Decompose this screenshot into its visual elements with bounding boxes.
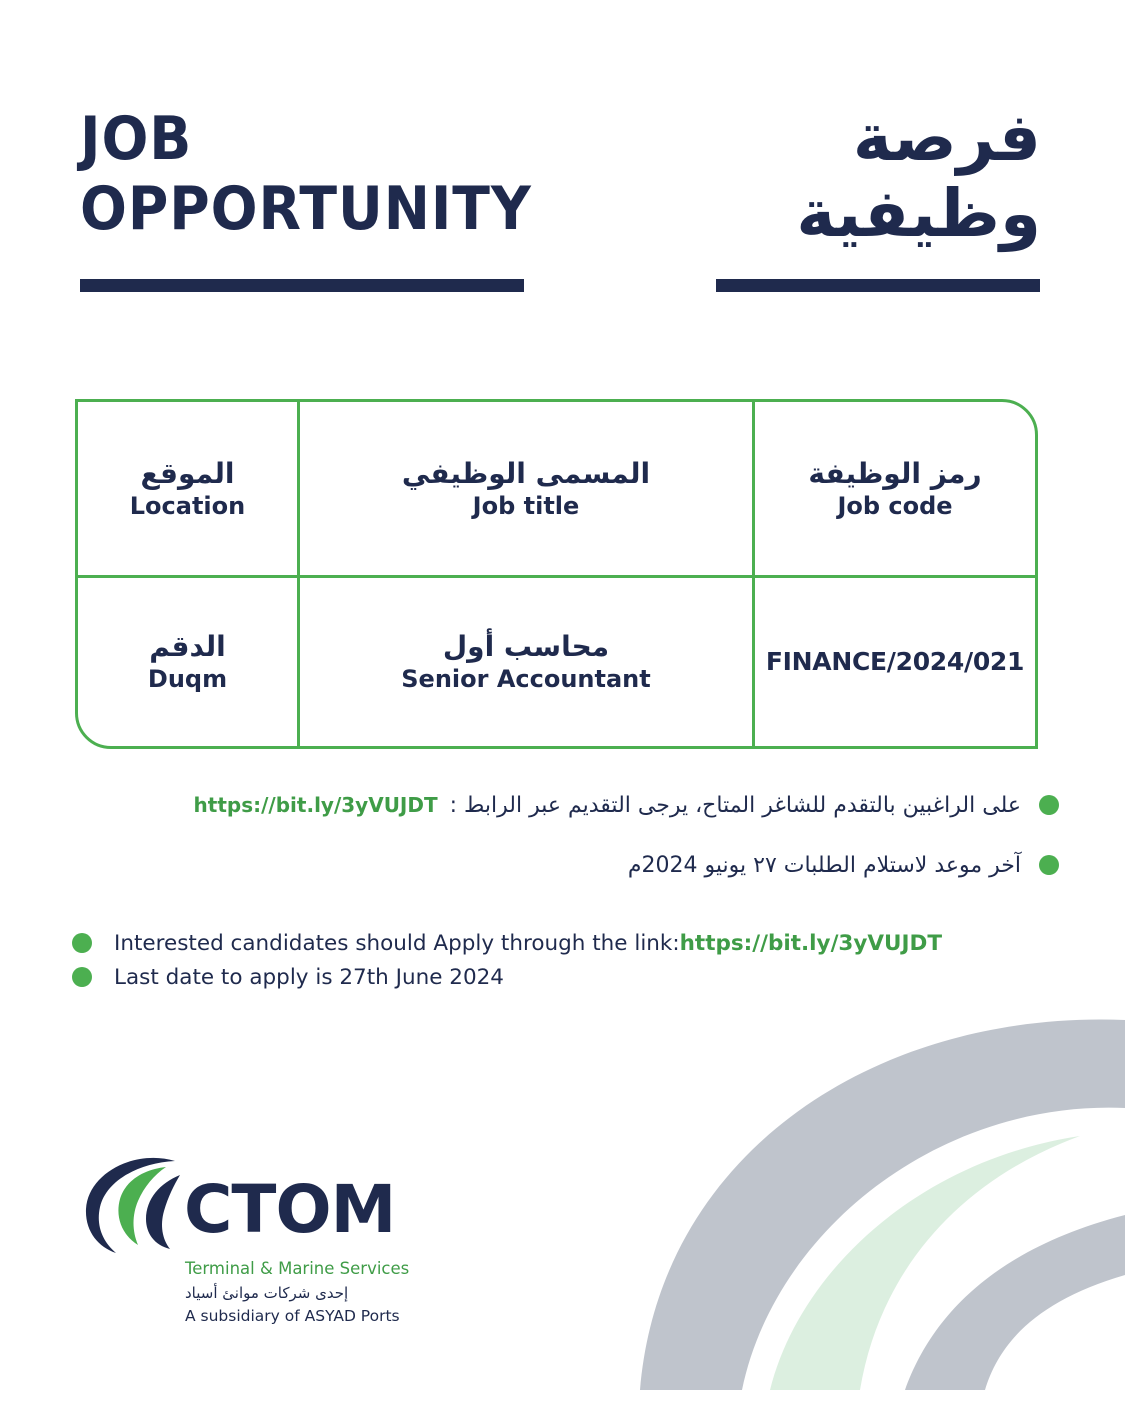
value-location xyxy=(78,578,297,746)
arabic-bullet-apply xyxy=(59,785,1059,825)
job-title-value-ar: محاسب أول xyxy=(442,630,610,663)
location-label-en: Location xyxy=(129,491,246,520)
title-en xyxy=(80,104,532,244)
logo-tagline: A subsidiary of ASYAD Ports xyxy=(185,1307,400,1325)
logo-swoosh-icon xyxy=(80,1145,190,1255)
arabic-bullets xyxy=(59,785,1059,905)
value-job-code xyxy=(755,578,1035,746)
job-details-table xyxy=(75,399,1038,749)
arabic-deadline-text: آخر موعد لاستلام الطلبات ٢٧ يونيو 2024م xyxy=(627,852,1021,878)
title-ar-line1: فرصة xyxy=(852,99,1041,176)
job-code-label-ar: رمز الوظيفة xyxy=(808,456,982,490)
location-label-ar: الموقع xyxy=(140,456,235,490)
grey-arc xyxy=(640,1019,1125,1390)
job-title-label-ar: المسمى الوظيفي xyxy=(401,456,651,490)
bullet-dot xyxy=(1039,855,1059,875)
job-code-label-en: Job code xyxy=(837,491,953,520)
english-apply-text: Interested candidates should Apply through the link: xyxy=(114,930,680,956)
job-title-value-en: Senior Accountant xyxy=(401,665,651,693)
header-job-title xyxy=(300,402,752,575)
bullet-dot xyxy=(1039,795,1059,815)
ctom-logo xyxy=(80,1145,440,1335)
title-en-line2: OPPORTUNITY xyxy=(80,174,532,244)
english-deadline-text: Last date to apply is 27th June 2024 xyxy=(114,964,504,990)
arabic-bullet-deadline xyxy=(59,845,1059,885)
title-en-line1: JOB xyxy=(80,104,193,174)
english-bullets xyxy=(72,926,942,994)
arabic-apply-text: على الراغبين بالتقدم للشاغر المتاح، يرجى التقديم عبر الرابط : xyxy=(449,792,1021,818)
location-value-ar: الدقم xyxy=(149,630,226,663)
english-apply-link[interactable]: https://bit.ly/3yVUJDT xyxy=(679,930,943,956)
logo-wordmark: CTOM xyxy=(184,1171,396,1248)
job-title-label-en: Job title xyxy=(472,491,580,520)
value-job-title xyxy=(300,578,752,746)
header-location xyxy=(78,402,297,575)
job-code-value: FINANCE/2024/021 xyxy=(765,647,1025,676)
title-underline-right xyxy=(716,279,1040,292)
title-underline-left xyxy=(80,279,524,292)
logo-subtitle: Terminal & Marine Services xyxy=(185,1259,410,1278)
english-bullet-deadline xyxy=(72,960,942,994)
title-ar xyxy=(796,100,1041,252)
grey-arc-inner xyxy=(905,1215,1125,1390)
bullet-dot xyxy=(72,933,92,953)
header-job-code xyxy=(755,402,1035,575)
logo-subtitle-ar: إحدى شركات موانئ أسياد xyxy=(185,1284,349,1302)
arabic-apply-link[interactable]: https://bit.ly/3yVUJDT xyxy=(193,793,438,817)
title-ar-line2: وظيفية xyxy=(796,175,1041,252)
english-bullet-apply xyxy=(72,926,942,960)
bullet-dot xyxy=(72,967,92,987)
location-value-en: Duqm xyxy=(147,665,228,693)
